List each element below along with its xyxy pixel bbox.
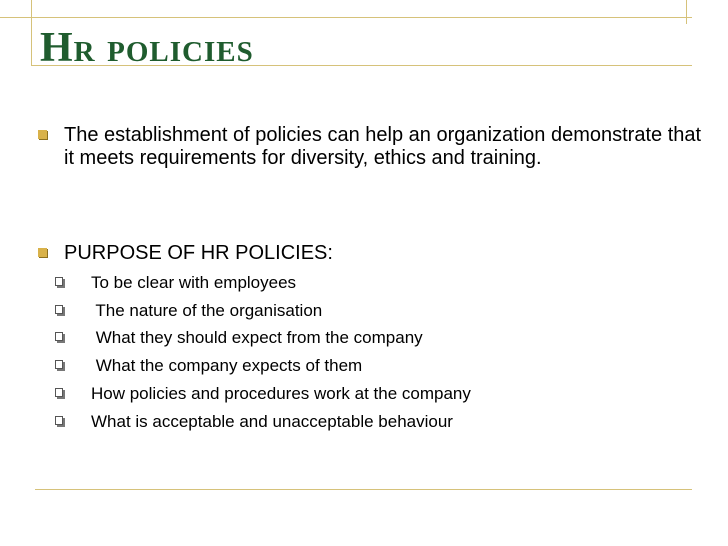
top-rule	[0, 17, 692, 18]
sub-bullet-text: How policies and procedures work at the company	[91, 384, 471, 403]
hollow-square-bullet-icon	[55, 360, 63, 369]
bullet-text: PURPOSE OF HR POLICIES:	[64, 242, 333, 264]
sub-bullet-text: To be clear with employees	[91, 273, 297, 292]
hollow-square-bullet-icon	[55, 388, 63, 397]
square-bullet-icon	[38, 248, 47, 257]
sub-bullet-text: What the company expects of them	[91, 356, 363, 375]
sub-bullet-text: What is acceptable and unacceptable behaviour	[91, 412, 453, 431]
square-bullet-icon	[38, 130, 47, 139]
sub-bullet-text: The nature of the organisation	[91, 301, 323, 320]
hollow-square-bullet-icon	[55, 332, 63, 341]
bullet-text: The establishment of policies can help an organization demonstrate that it meets requirements for diversity, ethics and training.	[64, 124, 702, 169]
bottom-rule	[35, 489, 692, 490]
left-vertical-rule	[31, 0, 32, 66]
sub-bullet-text: What they should expect from the company	[91, 328, 423, 347]
slide-title: Hr policies	[40, 25, 254, 71]
hollow-square-bullet-icon	[55, 277, 63, 286]
right-vertical-rule	[686, 0, 687, 24]
hollow-square-bullet-icon	[55, 416, 63, 425]
hollow-square-bullet-icon	[55, 305, 63, 314]
